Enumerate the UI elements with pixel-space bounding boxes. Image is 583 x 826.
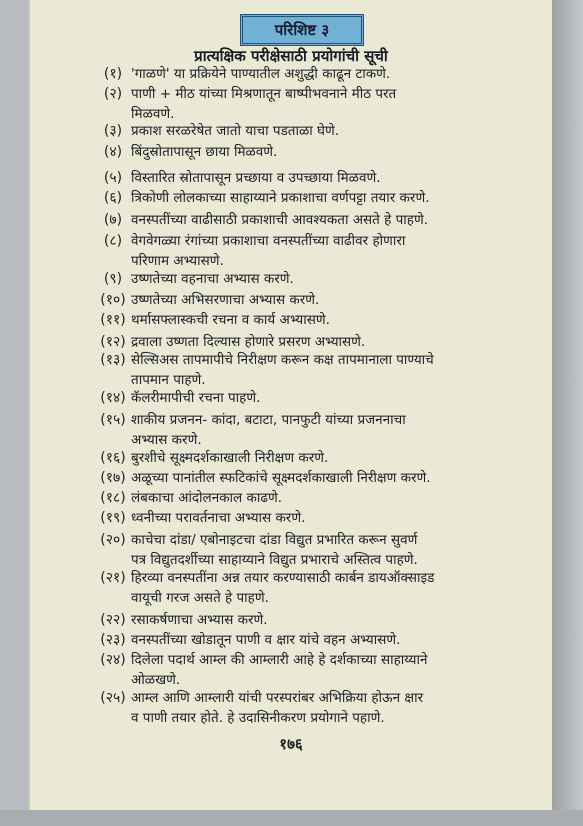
item-number: (१९) <box>100 510 126 526</box>
item-number: (२४) <box>100 652 126 668</box>
item-text: प्रकाश सरळरेषेत जातो याचा पडताळा घेणे. <box>131 123 340 139</box>
item-text: लंबकाचा आंदोलनकाल काढणे. <box>131 490 283 506</box>
item-text: काचेचा दांडा/ एबोनाइटचा दांडा विद्युत प्रभारित करून सुवर्ण <box>131 532 418 548</box>
item-number: (१८) <box>100 490 126 506</box>
item-text: थर्मासफ्लास्कची रचना व कार्य अभ्यासणे. <box>131 312 330 328</box>
item-number: (६) <box>103 190 123 206</box>
item-text: आम्ल आणि आम्लारी यांची परस्परांबर अभिक्रिया होऊन क्षार <box>131 690 424 706</box>
item-text: रसाकर्षणाचा अभ्यास करणे. <box>131 612 268 628</box>
item-number: (२१) <box>100 570 126 586</box>
item-number: (२) <box>103 86 123 102</box>
item-number: (३) <box>103 123 123 139</box>
item-number: (९) <box>103 271 123 287</box>
item-number: (११) <box>100 312 126 328</box>
item-text: विस्तारित स्रोतापासून प्रच्छाया व उपच्छाया मिळवणे. <box>131 170 381 186</box>
item-number: (१०) <box>100 292 126 308</box>
item-text: पाणी + मीठ यांच्या मिश्रणातून बाष्पीभवनाने मीठ परत <box>131 86 397 102</box>
item-text: परिणाम अभ्यासणे. <box>131 253 224 269</box>
item-number: (२५) <box>100 690 126 706</box>
item-text: ध्वनीच्या परावर्तनाचा अभ्यास करणे. <box>131 510 306 526</box>
item-text: वेगवेगळ्या रंगांच्या प्रकाशाचा वनस्पतींच्या वाढीवर होणारा <box>131 233 406 249</box>
scan-background <box>0 810 583 826</box>
item-number: (७) <box>103 212 123 228</box>
item-number: (५) <box>103 170 123 186</box>
item-text: 'गाळणे' या प्रक्रियेने पाण्यातील अशुद्धी काढून टाकणे. <box>131 66 391 82</box>
item-number: (४) <box>103 144 123 160</box>
item-text: पत्र विद्युतदर्शीच्या साहाय्याने विद्युत प्रभाराचे अस्तित्व पाहणे. <box>131 552 418 568</box>
item-text: वनस्पतींच्या खोडातून पाणी व क्षार यांचे वहन अभ्यासणे. <box>131 632 401 648</box>
item-text: अळूच्या पानांतील स्फटिकांचे सूक्ष्मदर्शकाखाली निरीक्षण करणे. <box>131 470 431 486</box>
item-number: (२२) <box>100 612 126 628</box>
appendix-heading: परिशिष्ट ३ <box>240 14 364 46</box>
page-number: १७६ <box>279 735 303 753</box>
item-number: (१२) <box>100 334 126 350</box>
item-number: (२३) <box>100 632 126 648</box>
item-text: कॅलरीमापीची रचना पाहणे. <box>131 390 261 406</box>
item-text: अभ्यास करणे. <box>131 432 202 448</box>
item-text: बुरशीचे सूक्ष्मदर्शकाखाली निरीक्षण करणे. <box>131 450 329 466</box>
item-text: द्रवाला उष्णता दिल्यास होणारे प्रसरण अभ्यासणे. <box>131 334 366 350</box>
item-text: वनस्पतींच्या वाढीसाठी प्रकाशाची आवश्यकता असते हे पाहणे. <box>131 212 429 228</box>
item-number: (२०) <box>100 532 126 548</box>
item-text: सेल्सिअस तापमापीचे निरीक्षण करून कक्ष तापमानाला पाण्याचे <box>131 352 434 368</box>
item-text: व पाणी तयार होते. हे उदासिनीकरण प्रयोगाने पहाणे. <box>131 710 385 726</box>
item-text: वायूची गरज असते हे पाहणे. <box>131 590 269 606</box>
item-number: (१) <box>103 66 123 82</box>
item-text: दिलेला पदार्थ आम्ल की आम्लारी आहे हे दर्शकाच्या साहाय्याने <box>131 652 428 668</box>
item-text: तापमान पाहणे. <box>131 372 206 388</box>
item-text: त्रिकोणी लोलकाच्या साहाय्याने प्रकाशाचा वर्णपट्टा तयार करणे. <box>131 190 430 206</box>
item-text: उष्णतेच्या वहनाचा अभ्यास करणे. <box>131 271 294 287</box>
item-text: मिळवणे. <box>131 106 175 122</box>
item-number: (१५) <box>100 412 126 428</box>
adjacent-page-edge <box>552 0 583 826</box>
item-text: ओळखणे. <box>131 672 181 688</box>
item-number: (१३) <box>100 352 126 368</box>
item-number: (८) <box>103 233 123 249</box>
item-text: शाकीय प्रजनन- कांदा, बटाटा, पानफुटी यांच्या प्रजननाचा <box>131 412 406 428</box>
item-number: (१७) <box>100 470 126 486</box>
list-title: प्रात्यक्षिक परीक्षेसाठी प्रयोगांची सूची <box>194 47 388 65</box>
item-text: बिंदुस्रोतापासून छाया मिळवणे. <box>131 144 278 160</box>
item-text: उष्णतेच्या अभिसरणाचा अभ्यास करणे. <box>131 292 320 308</box>
item-text: हिरव्या वनस्पतींना अन्न तयार करण्यासाठी कार्बन डायऑक्साइड <box>131 570 435 586</box>
item-number: (१६) <box>100 450 126 466</box>
book-page <box>28 0 554 810</box>
item-number: (१४) <box>100 390 126 406</box>
